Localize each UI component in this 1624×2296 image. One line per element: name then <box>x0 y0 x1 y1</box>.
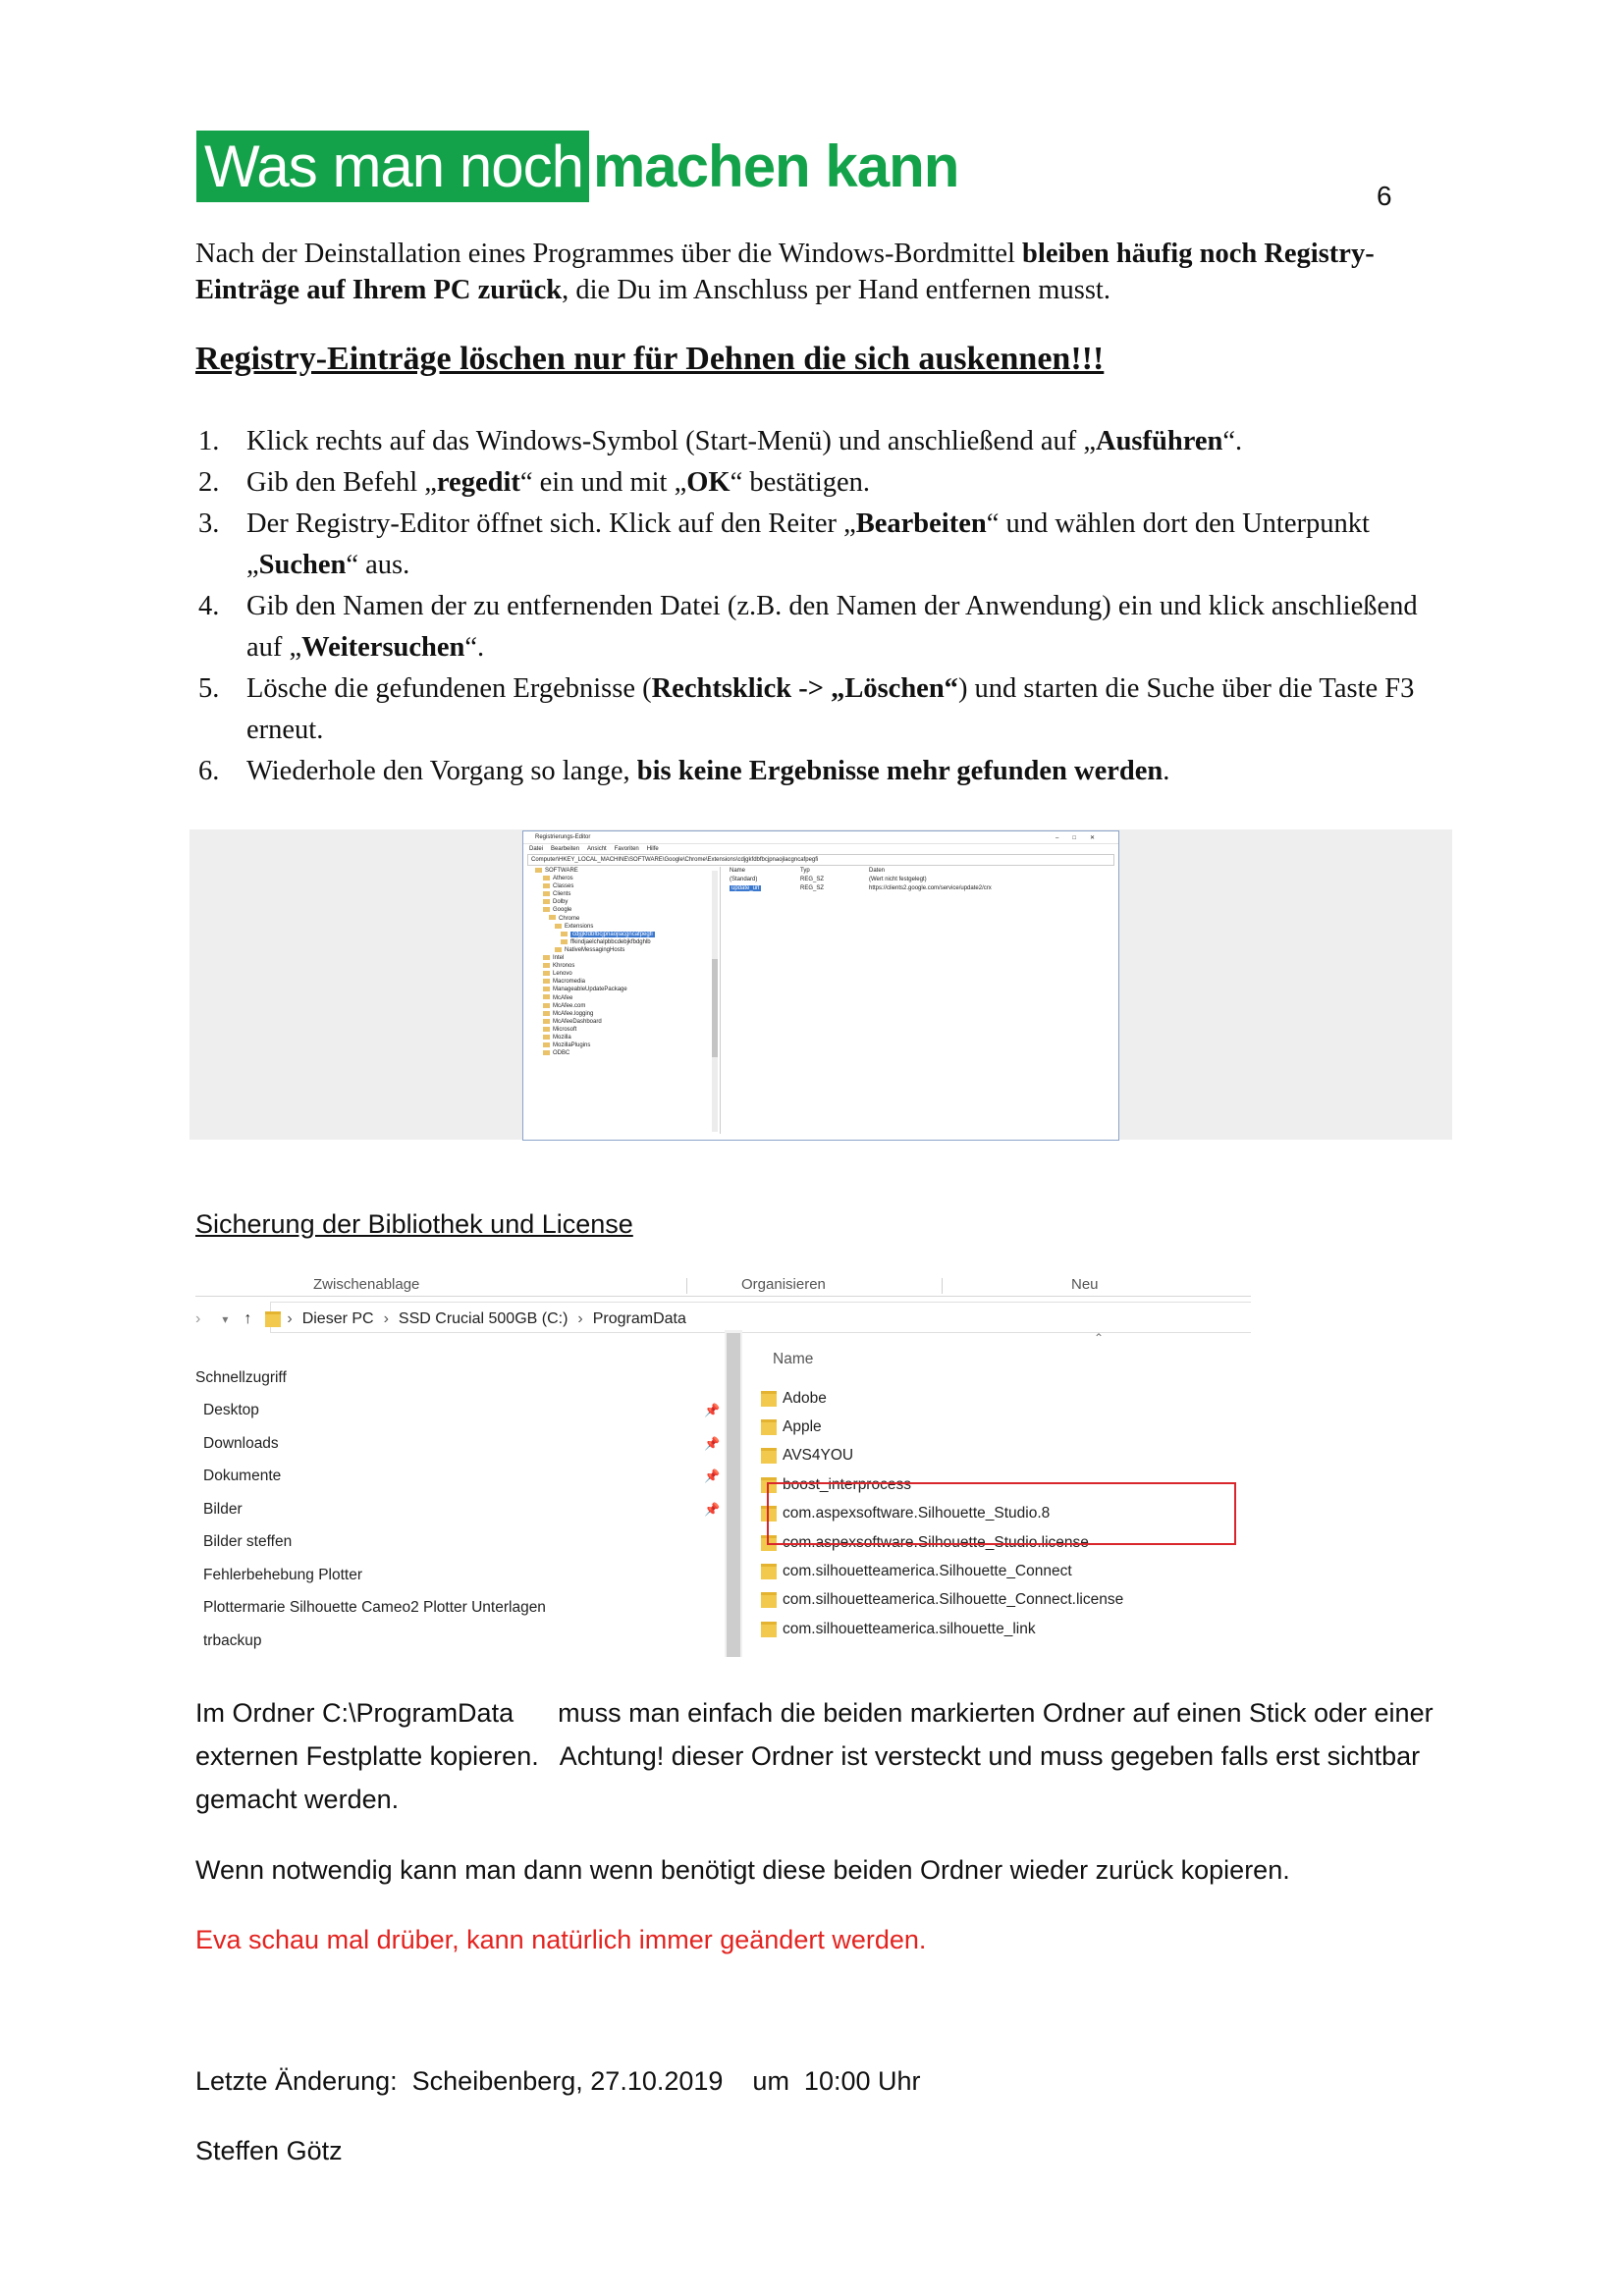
file-item <box>761 1418 822 1436</box>
step-number: 5. <box>198 673 220 704</box>
folder-icon <box>555 924 562 929</box>
folder-icon <box>543 987 550 991</box>
folder-icon <box>761 1622 777 1637</box>
tree-label: Google <box>553 907 572 914</box>
ribbon-group-organize: Organisieren <box>741 1276 826 1293</box>
step-text: Lösche die gefundenen Ergebnisse ( <box>246 673 652 704</box>
step-text: Klick rechts auf das Windows-Symbol (Start-Menü) und anschließend auf „ <box>246 426 1096 456</box>
steps-list <box>195 421 1442 792</box>
menu-item-ansicht: Ansicht <box>587 846 607 852</box>
nav-pictures: Bilder <box>203 1501 243 1518</box>
breadcrumb-separator-icon: › <box>287 1310 293 1327</box>
paragraph-restore: Wenn notwendig kann man dann wenn benötigt diese beiden Ordner wieder zurück kopieren. <box>195 1855 1290 1885</box>
intro-paragraph <box>195 236 1433 308</box>
folder-icon <box>543 899 550 904</box>
tree-label: Chrome <box>559 915 580 922</box>
step-text: “. <box>464 632 485 663</box>
value-name: (Standard) <box>730 877 758 882</box>
step-text: “. <box>1222 426 1243 456</box>
registry-tree-item <box>527 923 720 931</box>
registry-tree-item <box>527 931 720 938</box>
tree-label: Intel <box>553 955 565 962</box>
registry-values-pane <box>730 867 1114 1132</box>
step-text: Gib den Namen der zu entfernenden Datei (z.B. den Namen der Anwendung) ein und klick anschließend auf „ <box>246 591 1418 663</box>
step-bold: Ausführen <box>1096 426 1223 456</box>
column-type: Typ <box>800 868 810 874</box>
step-bold: Rechtsklick -> „Löschen“ <box>651 673 958 704</box>
step-5 <box>195 668 1442 751</box>
nav-downloads: Downloads <box>203 1435 279 1452</box>
nav-trbackup: trbackup <box>203 1632 262 1649</box>
registry-tree-item <box>527 1034 720 1041</box>
tree-label: ManageableUpdatePackage <box>553 987 627 993</box>
pin-icon: 📌 <box>704 1436 721 1451</box>
folder-icon <box>761 1391 777 1407</box>
registry-tree-item <box>527 986 720 993</box>
pin-icon: 📌 <box>704 1502 721 1517</box>
registry-values-header <box>730 867 1114 876</box>
folder-icon <box>543 891 550 896</box>
tree-label: McAfeeDashboard <box>553 1018 602 1025</box>
title-rest: machen kann <box>592 133 959 199</box>
tree-label: Lenovo <box>553 971 572 978</box>
step-text: “ aus. <box>346 550 410 580</box>
folder-icon <box>543 883 550 888</box>
column-name: Name <box>730 868 746 874</box>
registry-address-bar: Computer\HKEY_LOCAL_MACHINE\SOFTWARE\Google\Chrome\Extensions\cdjgkfdbfbcjpnaojlacgncafpegfi <box>527 854 1114 866</box>
registry-tree-item <box>527 978 720 986</box>
title-highlighted: Was man noch <box>196 131 589 202</box>
folder-icon <box>543 1050 550 1055</box>
step-6 <box>195 751 1442 792</box>
folder-icon <box>761 1448 777 1464</box>
folder-icon <box>543 971 550 976</box>
tree-label: McAfee <box>553 994 573 1001</box>
registry-menubar <box>523 844 1118 854</box>
folder-icon <box>561 932 568 936</box>
step-text: “ und wählen dort den Unterpunkt „ <box>246 508 1370 580</box>
step-bold: Suchen <box>258 550 347 580</box>
step-number: 6. <box>198 756 220 786</box>
file-name: com.aspexsoftware.Silhouette_Studio.8 <box>783 1505 1051 1522</box>
folder-icon <box>265 1311 281 1327</box>
tree-label: MozillaPlugins <box>553 1042 591 1049</box>
registry-tree <box>527 867 721 1134</box>
file-name: boost_interprocess <box>783 1476 911 1493</box>
nav-pictures-steffen: Bilder steffen <box>203 1533 293 1550</box>
tree-label: Mozilla <box>553 1034 571 1041</box>
menu-item-hilfe: Hilfe <box>646 846 659 852</box>
registry-tree-item <box>527 1018 720 1026</box>
step-text: “ ein und mit „ <box>519 467 687 498</box>
registry-tree-item <box>527 1002 720 1010</box>
paragraph-copy-instructions: Im Ordner C:\ProgramData muss man einfach die beiden markierten Ordner auf einen Stick oder einer externen Festplatte kopieren. Achtung! dieser Ordner ist versteckt und muss gegeben falls erst sichtbar gemacht werden. <box>195 1698 1441 1814</box>
tree-label: Dolby <box>553 899 568 906</box>
folder-icon <box>543 994 550 999</box>
value-type: REG_SZ <box>800 877 825 882</box>
pin-icon: 📌 <box>704 1468 721 1483</box>
file-item <box>761 1563 1072 1580</box>
tree-label: Macromedia <box>553 979 586 986</box>
menu-item-datei: Datei <box>529 846 544 852</box>
file-name: Adobe <box>783 1390 827 1407</box>
folder-icon <box>761 1564 777 1579</box>
folder-icon <box>543 907 550 912</box>
folder-icon <box>561 939 568 944</box>
nav-plotter-documents: Plottermarie Silhouette Cameo2 Plotter Unterlagen <box>203 1599 546 1616</box>
step-number: 4. <box>198 591 220 621</box>
highlight-box <box>767 1482 1236 1545</box>
value-name-selected: update_url <box>731 885 760 891</box>
warning-heading: Registry-Einträge löschen nur für Dehnen die sich auskennen!!! <box>195 341 1105 377</box>
registry-tree-item <box>527 994 720 1002</box>
file-name: com.aspexsoftware.Silhouette_Studio.license <box>783 1534 1089 1551</box>
explorer-navigation <box>195 1304 1251 1335</box>
value-data: https://clients2.google.com/service/update2/crx <box>869 885 992 891</box>
nav-desktop: Desktop <box>203 1402 259 1418</box>
explorer-ribbon <box>195 1274 1251 1297</box>
registry-value-row <box>730 876 1114 884</box>
registry-tree-item <box>527 890 720 898</box>
registry-tree-item <box>527 1010 720 1018</box>
intro-text-1: Nach der Deinstallation eines Programmes über die Windows-Bordmittel <box>195 239 1023 269</box>
explorer-screenshot <box>195 1274 1251 1657</box>
registry-tree-item <box>527 946 720 954</box>
file-item <box>761 1591 1123 1609</box>
nav-documents: Dokumente <box>203 1468 282 1484</box>
sort-up-icon: ⌃ <box>1094 1331 1105 1345</box>
registry-tree-item <box>527 1041 720 1049</box>
value-data: (Wert nicht festgelegt) <box>869 877 927 882</box>
step-bold: Bearbeiten <box>855 508 987 539</box>
step-text: Gib den Befehl „ <box>246 467 437 498</box>
column-data: Daten <box>869 868 886 874</box>
value-type: REG_SZ <box>800 885 825 891</box>
tree-label: Clients <box>553 891 571 898</box>
step-text: Wiederhole den Vorgang so lange, <box>246 756 637 786</box>
registry-tree-item <box>527 938 720 946</box>
tree-label: McAfee.logging <box>553 1010 594 1017</box>
folder-icon <box>543 963 550 968</box>
tree-label: cdjgkfdbfbcjpnaojlacgncafpegfi <box>572 931 653 937</box>
forward-icon: › <box>195 1310 201 1327</box>
nav-quick-access: Schnellzugriff <box>195 1369 287 1386</box>
step-number: 1. <box>198 426 220 456</box>
up-arrow-icon: ↑ <box>244 1310 252 1327</box>
column-header-name: Name <box>773 1351 814 1367</box>
file-name: com.silhouetteamerica.Silhouette_Connect.license <box>783 1591 1124 1608</box>
step-bold: bis keine Ergebnisse mehr gefunden werden <box>636 756 1164 786</box>
folder-icon <box>543 1003 550 1008</box>
menu-item-bearbeiten: Bearbeiten <box>551 846 580 852</box>
breadcrumb-separator-icon: › <box>577 1310 583 1327</box>
registry-tree-item <box>527 875 720 882</box>
folder-icon <box>761 1419 777 1435</box>
folder-icon <box>543 1027 550 1032</box>
tree-label: SOFTWARE <box>545 868 578 874</box>
folder-icon <box>543 955 550 960</box>
folder-icon <box>543 876 550 881</box>
chevron-down-icon: ▾ <box>222 1312 229 1326</box>
folder-icon <box>543 1019 550 1024</box>
folder-icon <box>543 979 550 984</box>
breadcrumb-this-pc: Dieser PC <box>301 1310 374 1327</box>
window-controls-icon: –□✕ <box>1056 834 1109 841</box>
folder-icon <box>543 1035 550 1040</box>
tree-label: Classes <box>553 883 574 890</box>
intro-text-2: , die Du im Anschluss per Hand entfernen musst. <box>562 275 1110 305</box>
folder-icon <box>549 915 556 920</box>
registry-tree-item <box>527 915 720 923</box>
step-text: Der Registry-Editor öffnet sich. Klick auf den Reiter „ <box>246 508 856 539</box>
registry-tree-item <box>527 1049 720 1057</box>
step-bold: Weitersuchen <box>301 632 465 663</box>
step-text: ) und starten die Suche über die Taste F3 erneut. <box>246 673 1415 745</box>
breadcrumb-separator-icon: › <box>383 1310 389 1327</box>
file-item <box>761 1447 853 1465</box>
tree-label: Khronos <box>553 963 575 970</box>
step-number: 3. <box>198 508 220 539</box>
step-bold: OK <box>686 467 731 498</box>
registry-tree-item <box>527 867 720 875</box>
registry-value-row <box>730 884 1114 893</box>
folder-icon <box>543 1042 550 1047</box>
file-name: AVS4YOU <box>783 1447 854 1464</box>
breadcrumb-drive: SSD Crucial 500GB (C:) <box>398 1310 568 1327</box>
step-text: “ bestätigen. <box>730 467 871 498</box>
tree-label: Atheros <box>553 876 573 882</box>
folder-icon <box>761 1592 777 1608</box>
tree-label: McAfee.com <box>553 1002 586 1009</box>
tree-label: Extensions <box>565 923 594 930</box>
step-2 <box>195 462 1442 504</box>
registry-tree-item <box>527 906 720 914</box>
tree-label: Microsoft <box>553 1026 577 1033</box>
intro-bold: bleiben häufig noch Registry-Einträge auf Ihrem PC zurück <box>195 239 1375 305</box>
page-title <box>196 131 958 202</box>
file-name: com.silhouetteamerica.silhouette_link <box>783 1621 1036 1637</box>
section-heading-backup: Sicherung der Bibliothek und License <box>195 1209 633 1239</box>
step-text: . <box>1163 756 1170 786</box>
registry-titlebar <box>523 831 1118 844</box>
registry-tree-item <box>527 882 720 890</box>
breadcrumb-programdata: ProgramData <box>592 1310 686 1327</box>
registry-title: Registrierungs-Editor <box>535 834 591 840</box>
folder-icon <box>535 868 542 873</box>
tree-label: ffkindjaelchalpbbcdebjkfbdghlb <box>570 938 651 945</box>
tree-label: NativeMessagingHosts <box>565 946 625 953</box>
review-note: Eva schau mal drüber, kann natürlich immer geändert werden. <box>195 1925 927 1954</box>
folder-icon <box>555 947 562 952</box>
menu-item-favoriten: Favoriten <box>614 846 639 852</box>
registry-tree-item <box>527 970 720 978</box>
pin-icon: 📌 <box>704 1403 721 1417</box>
nav-scroll-thumb <box>727 1333 740 1657</box>
last-change: Letzte Änderung: Scheibenberg, 27.10.2019 um 10:00 Uhr <box>195 2066 921 2096</box>
registry-editor-window <box>522 830 1119 1141</box>
file-name: com.silhouetteamerica.Silhouette_Connect <box>783 1563 1072 1579</box>
file-name: Apple <box>783 1418 822 1435</box>
step-bold: regedit <box>436 467 520 498</box>
folder-icon <box>543 1011 550 1016</box>
author: Steffen Götz <box>195 2136 343 2165</box>
registry-scroll-thumb <box>712 959 718 1057</box>
step-4 <box>195 586 1442 668</box>
step-number: 2. <box>198 467 220 498</box>
registry-tree-item <box>527 1026 720 1034</box>
registry-tree-item <box>527 954 720 962</box>
ribbon-group-clipboard: Zwischenablage <box>313 1276 420 1293</box>
registry-tree-item <box>527 898 720 906</box>
ribbon-group-new: Neu <box>1071 1276 1099 1293</box>
tree-label: ODBC <box>553 1050 570 1057</box>
file-item <box>761 1390 827 1408</box>
step-3 <box>195 504 1442 586</box>
step-1 <box>195 421 1442 462</box>
page-number: 6 <box>1377 181 1392 211</box>
nav-plotter-troubleshooting: Fehlerbehebung Plotter <box>203 1567 363 1583</box>
registry-tree-item <box>527 962 720 970</box>
file-item <box>761 1621 1036 1638</box>
